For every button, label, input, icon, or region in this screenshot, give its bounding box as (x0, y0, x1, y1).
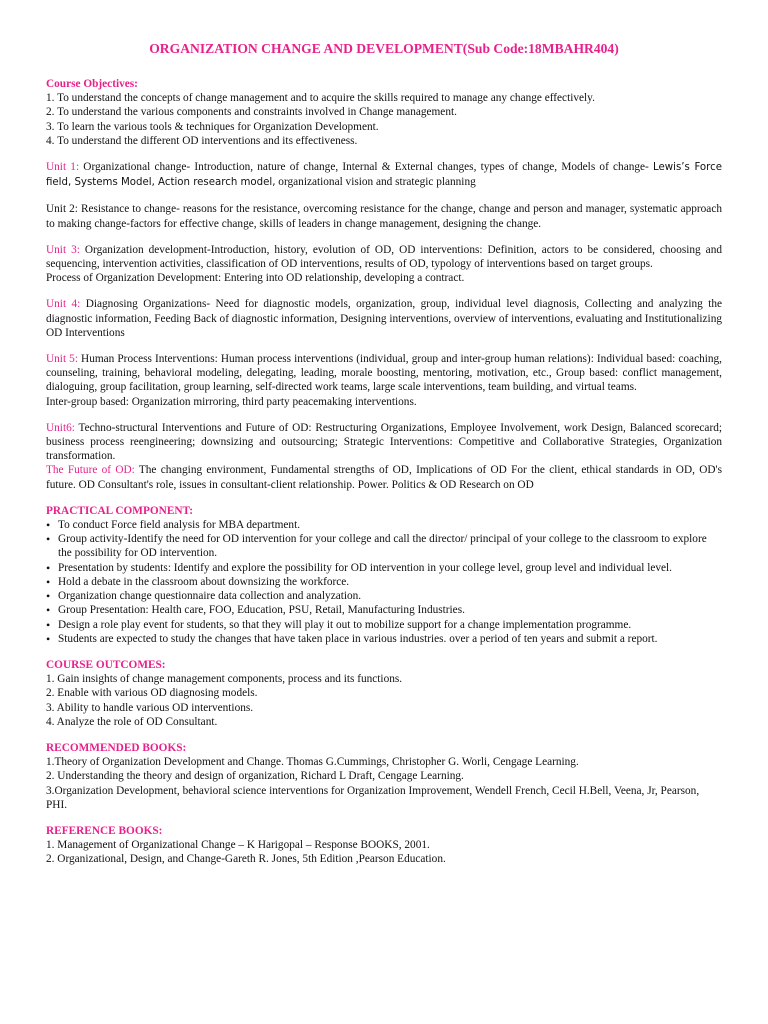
outcome-item: 1. Gain insights of change management components, process and its functions. (46, 673, 403, 686)
unit-2: Unit 2: Resistance to change- reasons for the resistance, overcoming resistance for the change, change and person and manager, systematic approach to making change-factors for effective change, skills of leaders in change management, designing the change. (46, 203, 722, 230)
list-item: • Group activity-Identify the need for OD intervention for your college and call the director/ principal of your college to the classroom to explore the possibility for OD intervention. (58, 532, 722, 560)
list-item: • Organization change questionnaire data collection and analyzation. (58, 589, 722, 603)
practical-heading: PRACTICAL COMPONENT: (46, 504, 193, 517)
unit-6-text: Techno-structural Interventions and Future of OD: Restructuring Organizations, Employee Involvement, work Design, Balanced scorecard; business process reengineering; downsizing and outsourcing; Strategic Interventions: Competitive and Collaborative Strategies, Organization transformation. (46, 421, 722, 463)
book-item: 2. Understanding the theory and design of organization, Richard L Draft, Cengage Learning. (46, 770, 464, 783)
future-of-od-text: The changing environment, Fundamental strengths of OD, Implications of OD For the client, ethical standards in OD, OD's future. OD Consultant's role, issues in consultant-client relationship. Power. Politics & OD Research on OD (46, 464, 722, 491)
objectives-heading: Course Objectives: (46, 78, 138, 90)
unit-1 (46, 160, 722, 190)
page-title: ORGANIZATION CHANGE AND DEVELOPMENT(Sub Code:18MBAHR404) (149, 41, 619, 56)
list-item: • Design a role play event for students, so that they will play it out to mobilize support for a change implementation programme. (58, 618, 722, 632)
unit-5 (46, 352, 722, 395)
book-item: 2. Organizational, Design, and Change-Gareth R. Jones, 5th Edition ,Pearson Education. (46, 853, 446, 866)
practical-list (46, 518, 722, 646)
unit-1-models: Lewis’s Force field, Systems Model, Action research model, (46, 162, 723, 189)
objective-item: 4. To understand the different OD interventions and its effectiveness. (46, 134, 358, 147)
unit-3 (46, 243, 722, 271)
objective-item: 3. To learn the various tools & techniques for Organization Development. (46, 120, 379, 133)
list-item: • Hold a debate in the classroom about downsizing the workforce. (58, 575, 722, 589)
book-item: 3.Organization Development, behavioral science interventions for Organization Improvement, Wendell French, Cecil H.Bell, Veena, Jr, Pearson, PHI. (46, 784, 700, 811)
unit-5-label: Unit 5: (46, 353, 78, 366)
unit-1-text-end: organizational vision and strategic planning (275, 176, 476, 189)
book-item: 1. Management of Organizational Change – K Harigopal – Response BOOKS, 2001. (46, 839, 430, 852)
unit-4-text: Diagnosing Organizations- Need for diagnostic models, organization, group, individual level diagnosis, Collecting and analyzing the diagnostic information, Feeding Back of diagnostic information, Designing interventions, overview of interventions, evaluating and Institutionalizing OD Interventions (46, 298, 722, 339)
unit-5-text: Human Process Interventions: Human process interventions (individual, group and inter-group human relations): Individual based: coaching, counseling, training, behavioral modeling, delegating, leading, morale boosting, mentoring, motivation, etc., Group based: conflict management, dialoguing, group facilitation, group learning, self-directed work teams, large scale interventions, team building, and virtual teams. (46, 353, 722, 394)
unit-3-text: Organization development-Introduction, history, evolution of OD, OD interventions: Definition, actors to be considered, choosing and sequencing, intervention activities, classification of OD interventions, results of OD, typology of interventions based on target groups. (46, 243, 722, 271)
practical-section (46, 504, 722, 646)
outcome-item: 2. Enable with various OD diagnosing models. (46, 687, 258, 700)
unit-1-label: Unit 1: (46, 161, 80, 174)
unit-3-process: Process of Organization Development: Entering into OD relationship, developing a contract. (46, 272, 465, 285)
future-of-od (46, 463, 722, 491)
list-item: • Group Presentation: Health care, FOO, Education, PSU, Retail, Manufacturing Industries. (58, 603, 722, 617)
recommended-heading: RECOMMENDED BOOKS: (46, 741, 187, 754)
recommended-section (46, 741, 722, 812)
list-item: • To conduct Force field analysis for MBA department. (58, 518, 722, 532)
syllabus-page (46, 40, 722, 867)
objectives-section (46, 77, 722, 148)
unit-5-intergroup: Inter-group based: Organization mirroring, third party peacemaking interventions. (46, 395, 417, 408)
unit-4-label: Unit 4: (46, 298, 81, 311)
unit-6-label: Unit6: (46, 421, 75, 434)
list-item: • Presentation by students: Identify and explore the possibility for OD intervention in your college level, group level and individual level. (58, 561, 722, 575)
outcome-item: 4. Analyze the role of OD Consultant. (46, 715, 218, 728)
outcomes-section (46, 658, 722, 729)
book-item: 1.Theory of Organization Development and Change. Thomas G.Cummings, Christopher G. Worli, Cengage Learning. (46, 756, 579, 769)
objective-item: 1. To understand the concepts of change management and to acquire the skills required to manage any change effectively. (46, 92, 595, 105)
objective-item: 2. To understand the various components and constraints involved in Change management. (46, 106, 457, 119)
unit-4 (46, 297, 722, 340)
unit-3-label: Unit 3: (46, 243, 80, 256)
reference-section (46, 824, 722, 867)
reference-heading: REFERENCE BOOKS: (46, 824, 163, 837)
future-of-od-label: The Future of OD: (46, 464, 135, 477)
unit-6 (46, 421, 722, 464)
unit-1-text: Organizational change- Introduction, nature of change, Internal & External changes, types of change, Models of change- (79, 161, 649, 174)
list-item: • Students are expected to study the changes that have taken place in various industries. over a period of ten years and submit a report. (58, 632, 722, 646)
outcome-item: 3. Ability to handle various OD interventions. (46, 701, 254, 714)
outcomes-heading: COURSE OUTCOMES: (46, 658, 166, 671)
